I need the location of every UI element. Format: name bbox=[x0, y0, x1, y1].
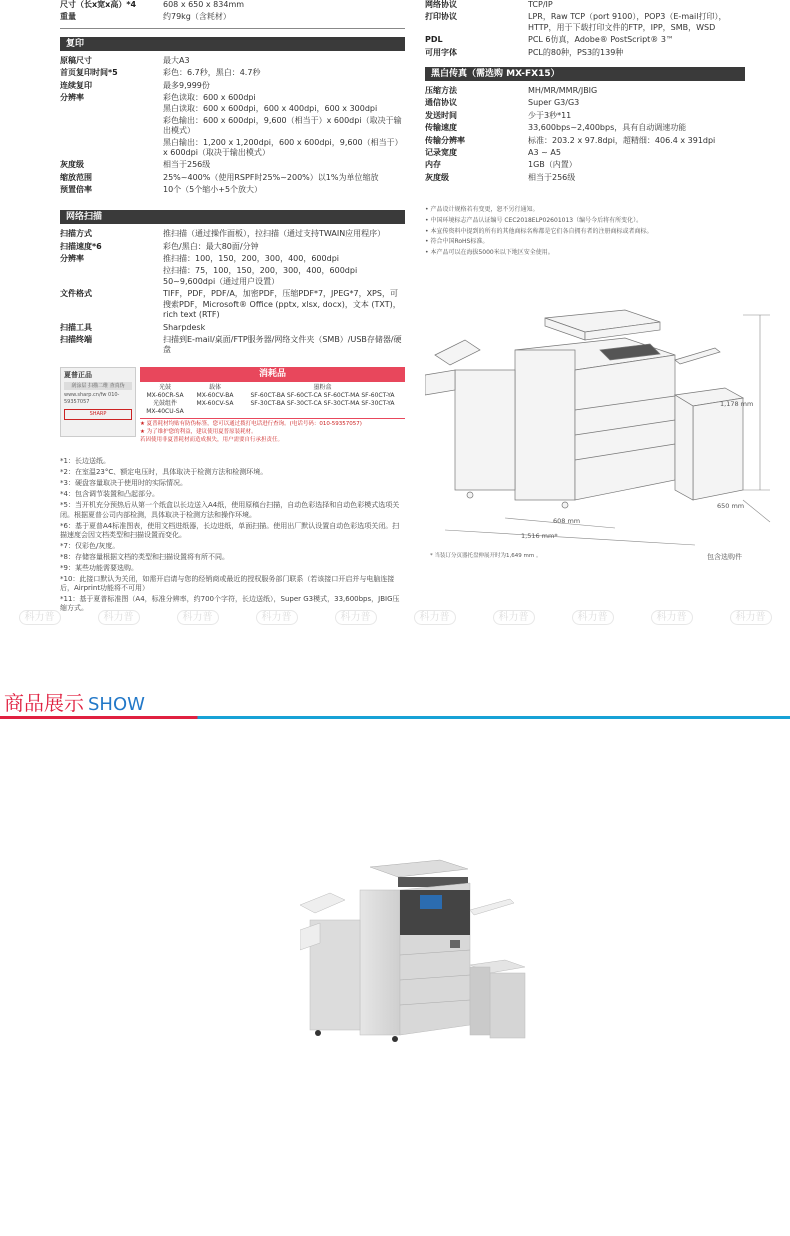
dimension-drawing bbox=[425, 300, 775, 570]
footnote: *10：此接口默认为关闭，如需开启请与您的经销商或最近的授权服务部门联系（若该接口开启并与电脑连接后，Airprint功能将不可用） bbox=[60, 575, 395, 593]
product-note: • 本产品可以在海拔5000米以下地区安全使用。 bbox=[425, 249, 554, 257]
footnotes bbox=[60, 457, 405, 613]
spec-values bbox=[163, 81, 405, 92]
spec-row bbox=[425, 0, 745, 11]
spec-values bbox=[163, 254, 405, 288]
spec-value: 彩色读取：600 x 600dpi bbox=[163, 92, 256, 102]
fax-section-header: 黑白传真（需选购 MX-FX15） bbox=[425, 67, 745, 81]
spec-value: 彩色：6.7秒，黑白：4.7秒 bbox=[163, 68, 261, 78]
spec-label: 传输分辨率 bbox=[425, 135, 465, 145]
product-note: • 中国环境标志产品认证编号 CEC2018ELP02601013（编号今后将有所变化）。 bbox=[425, 216, 643, 224]
spec-value: 推扫描（通过操作面板），拉扫描（通过支持TWAIN应用程序） bbox=[163, 229, 386, 239]
consumables-table bbox=[140, 367, 405, 445]
spec-row bbox=[60, 81, 405, 92]
spec-values bbox=[528, 136, 745, 147]
spec-row bbox=[60, 185, 405, 196]
spec-value: 25%~400%（使用RSPF时25%~200%）以1%为单位缩放 bbox=[163, 172, 379, 182]
watermark-logo: 科力普 bbox=[493, 610, 535, 625]
spec-values bbox=[528, 35, 745, 46]
developer-column bbox=[190, 384, 240, 415]
show-title bbox=[4, 690, 145, 716]
options-caption: 包含选购件 bbox=[707, 553, 742, 561]
spec-label: 分辨率 bbox=[60, 254, 84, 264]
spec-row bbox=[425, 12, 745, 34]
consumable-item: MX-60CV-SA bbox=[196, 400, 234, 408]
spec-row bbox=[425, 98, 745, 109]
footnote: *1：长边送纸。 bbox=[60, 457, 110, 466]
spec-row bbox=[425, 35, 745, 46]
consumable-note: ★ 夏普耗材均贴有防伪标签，您可以通过拨打电话进行查询。(电话号码：010-59357057) bbox=[140, 420, 362, 427]
spec-values bbox=[528, 48, 745, 59]
copy-spec-rows bbox=[60, 56, 405, 197]
spec-label: 重量 bbox=[60, 12, 76, 22]
spec-label: 缩放范围 bbox=[60, 172, 92, 182]
spec-values bbox=[163, 323, 405, 334]
show-section-header bbox=[0, 686, 790, 720]
consumable-item: 光鼓组件 bbox=[152, 400, 177, 408]
auth-strip: 刮涂层 扫描二维 查真伪 bbox=[64, 382, 132, 391]
spec-row bbox=[60, 323, 405, 334]
spec-values bbox=[163, 12, 405, 23]
spec-value: Super G3/G3 bbox=[528, 98, 580, 108]
watermark-band bbox=[0, 606, 790, 628]
spec-label: 扫描工具 bbox=[60, 322, 92, 332]
spec-value: 扫描到E-mail/桌面/FTP服务器/网络文件夹（SMB）/USB存储器/硬盘 bbox=[163, 334, 402, 355]
consumable-item: SF-60CT-BA SF-60CT-CA SF-60CT-MA SF-60CT-YA bbox=[250, 392, 395, 400]
footnote: *4：包含调节装置和凸起部分。 bbox=[60, 490, 159, 499]
spec-label: 传输速度 bbox=[425, 123, 457, 133]
spec-row bbox=[60, 56, 405, 67]
product-note: • 产品设计规格若有变更，恕不另行通知。 bbox=[425, 206, 539, 214]
spec-label: 原稿尺寸 bbox=[60, 55, 92, 65]
consumable-item: 载体 bbox=[208, 384, 221, 392]
toner-column bbox=[240, 384, 405, 415]
spec-values bbox=[163, 229, 405, 240]
copier-line-drawing bbox=[425, 300, 775, 570]
spec-row bbox=[60, 242, 405, 253]
watermark-logo: 科力普 bbox=[256, 610, 298, 625]
spec-label: 打印协议 bbox=[425, 12, 457, 22]
spec-value: 彩色/黑白：最大80面/分钟 bbox=[163, 241, 259, 251]
spec-row bbox=[425, 123, 745, 134]
spec-row bbox=[425, 86, 745, 97]
spec-value: 最大A3 bbox=[163, 55, 190, 65]
consumable-item: SF-30CT-BA SF-30CT-CA SF-30CT-MA SF-30CT-YA bbox=[250, 400, 395, 408]
spec-row bbox=[60, 12, 405, 23]
spec-value: 约79kg（含耗材） bbox=[163, 12, 231, 22]
spec-label: 连续复印 bbox=[60, 80, 92, 90]
spec-values bbox=[163, 289, 405, 321]
show-title-en: SHOW bbox=[88, 694, 145, 715]
spec-label: 尺寸（长x宽x高）*4 bbox=[60, 0, 137, 9]
spec-row bbox=[60, 173, 405, 184]
spec-label: 预置倍率 bbox=[60, 185, 92, 195]
network-spec-rows bbox=[425, 0, 745, 59]
spec-values bbox=[528, 98, 745, 109]
spec-label: 记录宽度 bbox=[425, 147, 457, 157]
spec-values bbox=[163, 68, 405, 79]
spec-values bbox=[528, 111, 745, 122]
spec-value: LPR，Raw TCP（port 9100），POP3（E-mail打印），HTTP，用于下载打印文件的FTP，IPP，SMB，WSD bbox=[528, 12, 727, 32]
consumable-item: MX-60CV-BA bbox=[196, 392, 234, 400]
spec-value: 50~9,600dpi（通过用户设置） bbox=[163, 277, 280, 287]
spec-values bbox=[528, 0, 745, 11]
spec-row bbox=[425, 148, 745, 159]
footnote: *9：某些功能需要选购。 bbox=[60, 564, 138, 572]
drum-column bbox=[140, 384, 190, 415]
copy-section-header: 复印 bbox=[60, 37, 405, 51]
spec-label: 扫描方式 bbox=[60, 229, 92, 239]
spec-value: 彩色输出：600 x 600dpi，9,600（相当于）x 600dpi（取决于输出模式） bbox=[163, 115, 402, 136]
top-spec-rows bbox=[60, 0, 405, 24]
spec-value: Sharpdesk bbox=[163, 322, 206, 332]
spec-value: 拉扫描：75，100，150，200，300，400，600dpi bbox=[163, 265, 358, 275]
spec-row bbox=[60, 0, 405, 11]
product-note: • 符合中国RoHS标准。 bbox=[425, 238, 489, 246]
consumable-item: MX-40CU-SA bbox=[146, 407, 184, 415]
footnote: *6：基于夏普A4标准图表，使用文档进纸器，长边进纸，单面扫描。使用出厂默认设置自动色彩选项关闭。扫描速度会因文档类型和扫描设置而变化。 bbox=[60, 521, 400, 539]
spec-value: 1GB（内置） bbox=[528, 160, 577, 170]
product-notes bbox=[425, 206, 745, 257]
spec-row bbox=[60, 229, 405, 240]
spec-value: 黑白输出：1,200 x 1,200dpi，600 x 600dpi，9,600（相当于）x 600dpi（取决于输出模式） bbox=[163, 137, 403, 157]
total-width-dimension: 1,516 mm* bbox=[521, 532, 558, 540]
spec-row bbox=[60, 93, 405, 159]
spec-label: 内存 bbox=[425, 160, 441, 170]
spec-values bbox=[528, 160, 745, 171]
spec-value: PCL 6仿真，Adobe® PostScript® 3™ bbox=[528, 35, 674, 45]
footnote: *11：基于夏普标准图（A4，标准分辨率，约700个字符，长边送纸），Super G3模式，33,600bps，JBIG压缩方式。 bbox=[60, 595, 400, 613]
dimension-footnote: * 当装订分页器托盘伸展开时为1,649 mm 。 bbox=[430, 553, 542, 559]
auth-text: www.sharp.cn/fw 010-59357057 bbox=[64, 392, 120, 405]
footnote: *5：当开机充分预热后从第一个纸盒以长边送入A4纸，使用原稿台扫描，自动色彩选择和自动色彩模式选项关闭。根据夏普公司内部检测，具体取决于检测方法和操作环境。 bbox=[60, 501, 400, 519]
watermark-logo: 科力普 bbox=[414, 610, 456, 625]
spec-values bbox=[528, 173, 745, 184]
left-spec-column bbox=[60, 0, 405, 615]
spec-label: 灰度级 bbox=[60, 160, 84, 170]
spec-values bbox=[163, 56, 405, 67]
spec-label: 首页复印时间*5 bbox=[60, 68, 118, 78]
fax-spec-rows bbox=[425, 86, 745, 184]
spec-row bbox=[60, 289, 405, 321]
footnote: *8：存储容量根据文档的类型和扫描设置将有所不同。 bbox=[60, 552, 229, 561]
watermark-logo: 科力普 bbox=[730, 610, 772, 625]
spec-value: 少于3秒*11 bbox=[528, 110, 572, 120]
footnote: *2：在室温23°C、额定电压时，具体取决于检测方法和检测环境。 bbox=[60, 468, 268, 477]
spec-values bbox=[528, 12, 745, 34]
watermark-logo: 科力普 bbox=[19, 610, 61, 625]
watermark-logo: 科力普 bbox=[651, 610, 693, 625]
spec-row bbox=[425, 48, 745, 59]
depth-dimension: 650 mm bbox=[717, 502, 745, 510]
spec-row bbox=[60, 335, 405, 357]
spec-row bbox=[60, 254, 405, 288]
spec-value: 33,600bps~2,400bps，具有自动调速功能 bbox=[528, 123, 687, 133]
spec-label: 发送时间 bbox=[425, 110, 457, 120]
divider bbox=[60, 28, 405, 29]
spec-label: 压缩方法 bbox=[425, 85, 457, 95]
spec-values bbox=[163, 93, 405, 159]
right-spec-column bbox=[425, 0, 745, 260]
spec-value: 相当于256级 bbox=[528, 172, 576, 182]
spec-value: 黑白读取：600 x 600dpi，600 x 400dpi，600 x 300dpi bbox=[163, 104, 378, 114]
spec-values bbox=[163, 173, 405, 184]
spec-values bbox=[528, 86, 745, 97]
spec-value: MH/MR/MMR/JBIG bbox=[528, 85, 598, 95]
spec-row bbox=[60, 160, 405, 171]
scan-section-header: 网络扫描 bbox=[60, 210, 405, 224]
product-note: • 本宣传资料中提到的所有的其他商标名称都是它们各自拥有者的注册商标或者商标。 bbox=[425, 227, 653, 235]
main-width-dimension: 608 mm bbox=[553, 517, 581, 525]
consumable-item: 光鼓 bbox=[158, 384, 171, 392]
spec-label: 扫描速度*6 bbox=[60, 241, 102, 251]
spec-label: 分辨率 bbox=[60, 92, 84, 102]
consumables-notes bbox=[140, 421, 405, 444]
height-dimension: 1,178 mm bbox=[720, 400, 754, 408]
consumables-grid bbox=[140, 382, 405, 418]
spec-value: 10个（5个缩小+5个放大） bbox=[163, 185, 263, 195]
spec-values bbox=[163, 242, 405, 253]
spec-row bbox=[425, 136, 745, 147]
consumables-title: 消耗品 bbox=[140, 367, 405, 383]
show-title-cn: 商品展示 bbox=[4, 691, 84, 715]
consumable-item: MX-60CR-SA bbox=[146, 392, 184, 400]
spec-values bbox=[163, 185, 405, 196]
product-photo bbox=[300, 855, 530, 1050]
consumable-item: 墨粉盒 bbox=[313, 384, 332, 392]
spec-value: TIFF，PDF，PDF/A，加密PDF，压缩PDF*7，JPEG*7，XPS，可搜索PDF，Microsoft® Office (pptx, xlsx, docx)，文本 (TXT)，rich text (RTF) bbox=[163, 289, 401, 320]
spec-label: 扫描终端 bbox=[60, 334, 92, 344]
authentication-label bbox=[60, 367, 136, 437]
footnote: *3：硬盘容量取决于使用时的实际情况。 bbox=[60, 479, 187, 488]
spec-value: TCP/IP bbox=[528, 0, 553, 9]
spec-value: A3 ~ A5 bbox=[528, 147, 561, 157]
spec-value: 608 x 650 x 834mm bbox=[163, 0, 245, 9]
spec-values bbox=[163, 160, 405, 171]
spec-values bbox=[163, 335, 405, 357]
watermark-logo: 科力普 bbox=[572, 610, 614, 625]
spec-values bbox=[528, 148, 745, 159]
watermark-logo: 科力普 bbox=[98, 610, 140, 625]
spec-value: PCL的80种，PS3的139种 bbox=[528, 47, 624, 57]
spec-values bbox=[163, 0, 405, 11]
consumable-note: 若因使用非夏普耗材而造成损失，用户需要自行承担责任。 bbox=[140, 436, 284, 443]
footnote: *7：仅彩色/灰度。 bbox=[60, 541, 120, 550]
spec-label: 网络协议 bbox=[425, 0, 457, 9]
spec-row bbox=[425, 173, 745, 184]
spec-row bbox=[425, 160, 745, 171]
spec-value: 标准：203.2 x 97.8dpi，超精细：406.4 x 391dpi bbox=[528, 135, 716, 145]
watermark-logo: 科力普 bbox=[177, 610, 219, 625]
show-underline bbox=[0, 716, 790, 719]
watermark-logo: 科力普 bbox=[335, 610, 377, 625]
spec-label: 通信协议 bbox=[425, 98, 457, 108]
spec-row bbox=[425, 111, 745, 122]
spec-value: 推扫描：100，150，200，300，400，600dpi bbox=[163, 254, 339, 264]
spec-values bbox=[528, 123, 745, 134]
spec-label: 可用字体 bbox=[425, 47, 457, 57]
copier-product-image bbox=[300, 855, 530, 1050]
spec-label: 灰度级 bbox=[425, 172, 449, 182]
spec-label: PDL bbox=[425, 35, 443, 45]
consumables-block bbox=[60, 367, 405, 445]
spec-value: 最多9,999份 bbox=[163, 80, 210, 90]
scan-spec-rows bbox=[60, 229, 405, 356]
consumable-note: ★ 为了维护您的利益，建议使用夏普原装耗材。 bbox=[140, 428, 257, 435]
auth-title: 夏普正品 bbox=[64, 370, 92, 379]
auth-stamp: SHARP bbox=[64, 409, 132, 420]
spec-label: 文件格式 bbox=[60, 289, 92, 299]
spec-row bbox=[60, 68, 405, 79]
spec-value: 相当于256级 bbox=[163, 160, 211, 170]
